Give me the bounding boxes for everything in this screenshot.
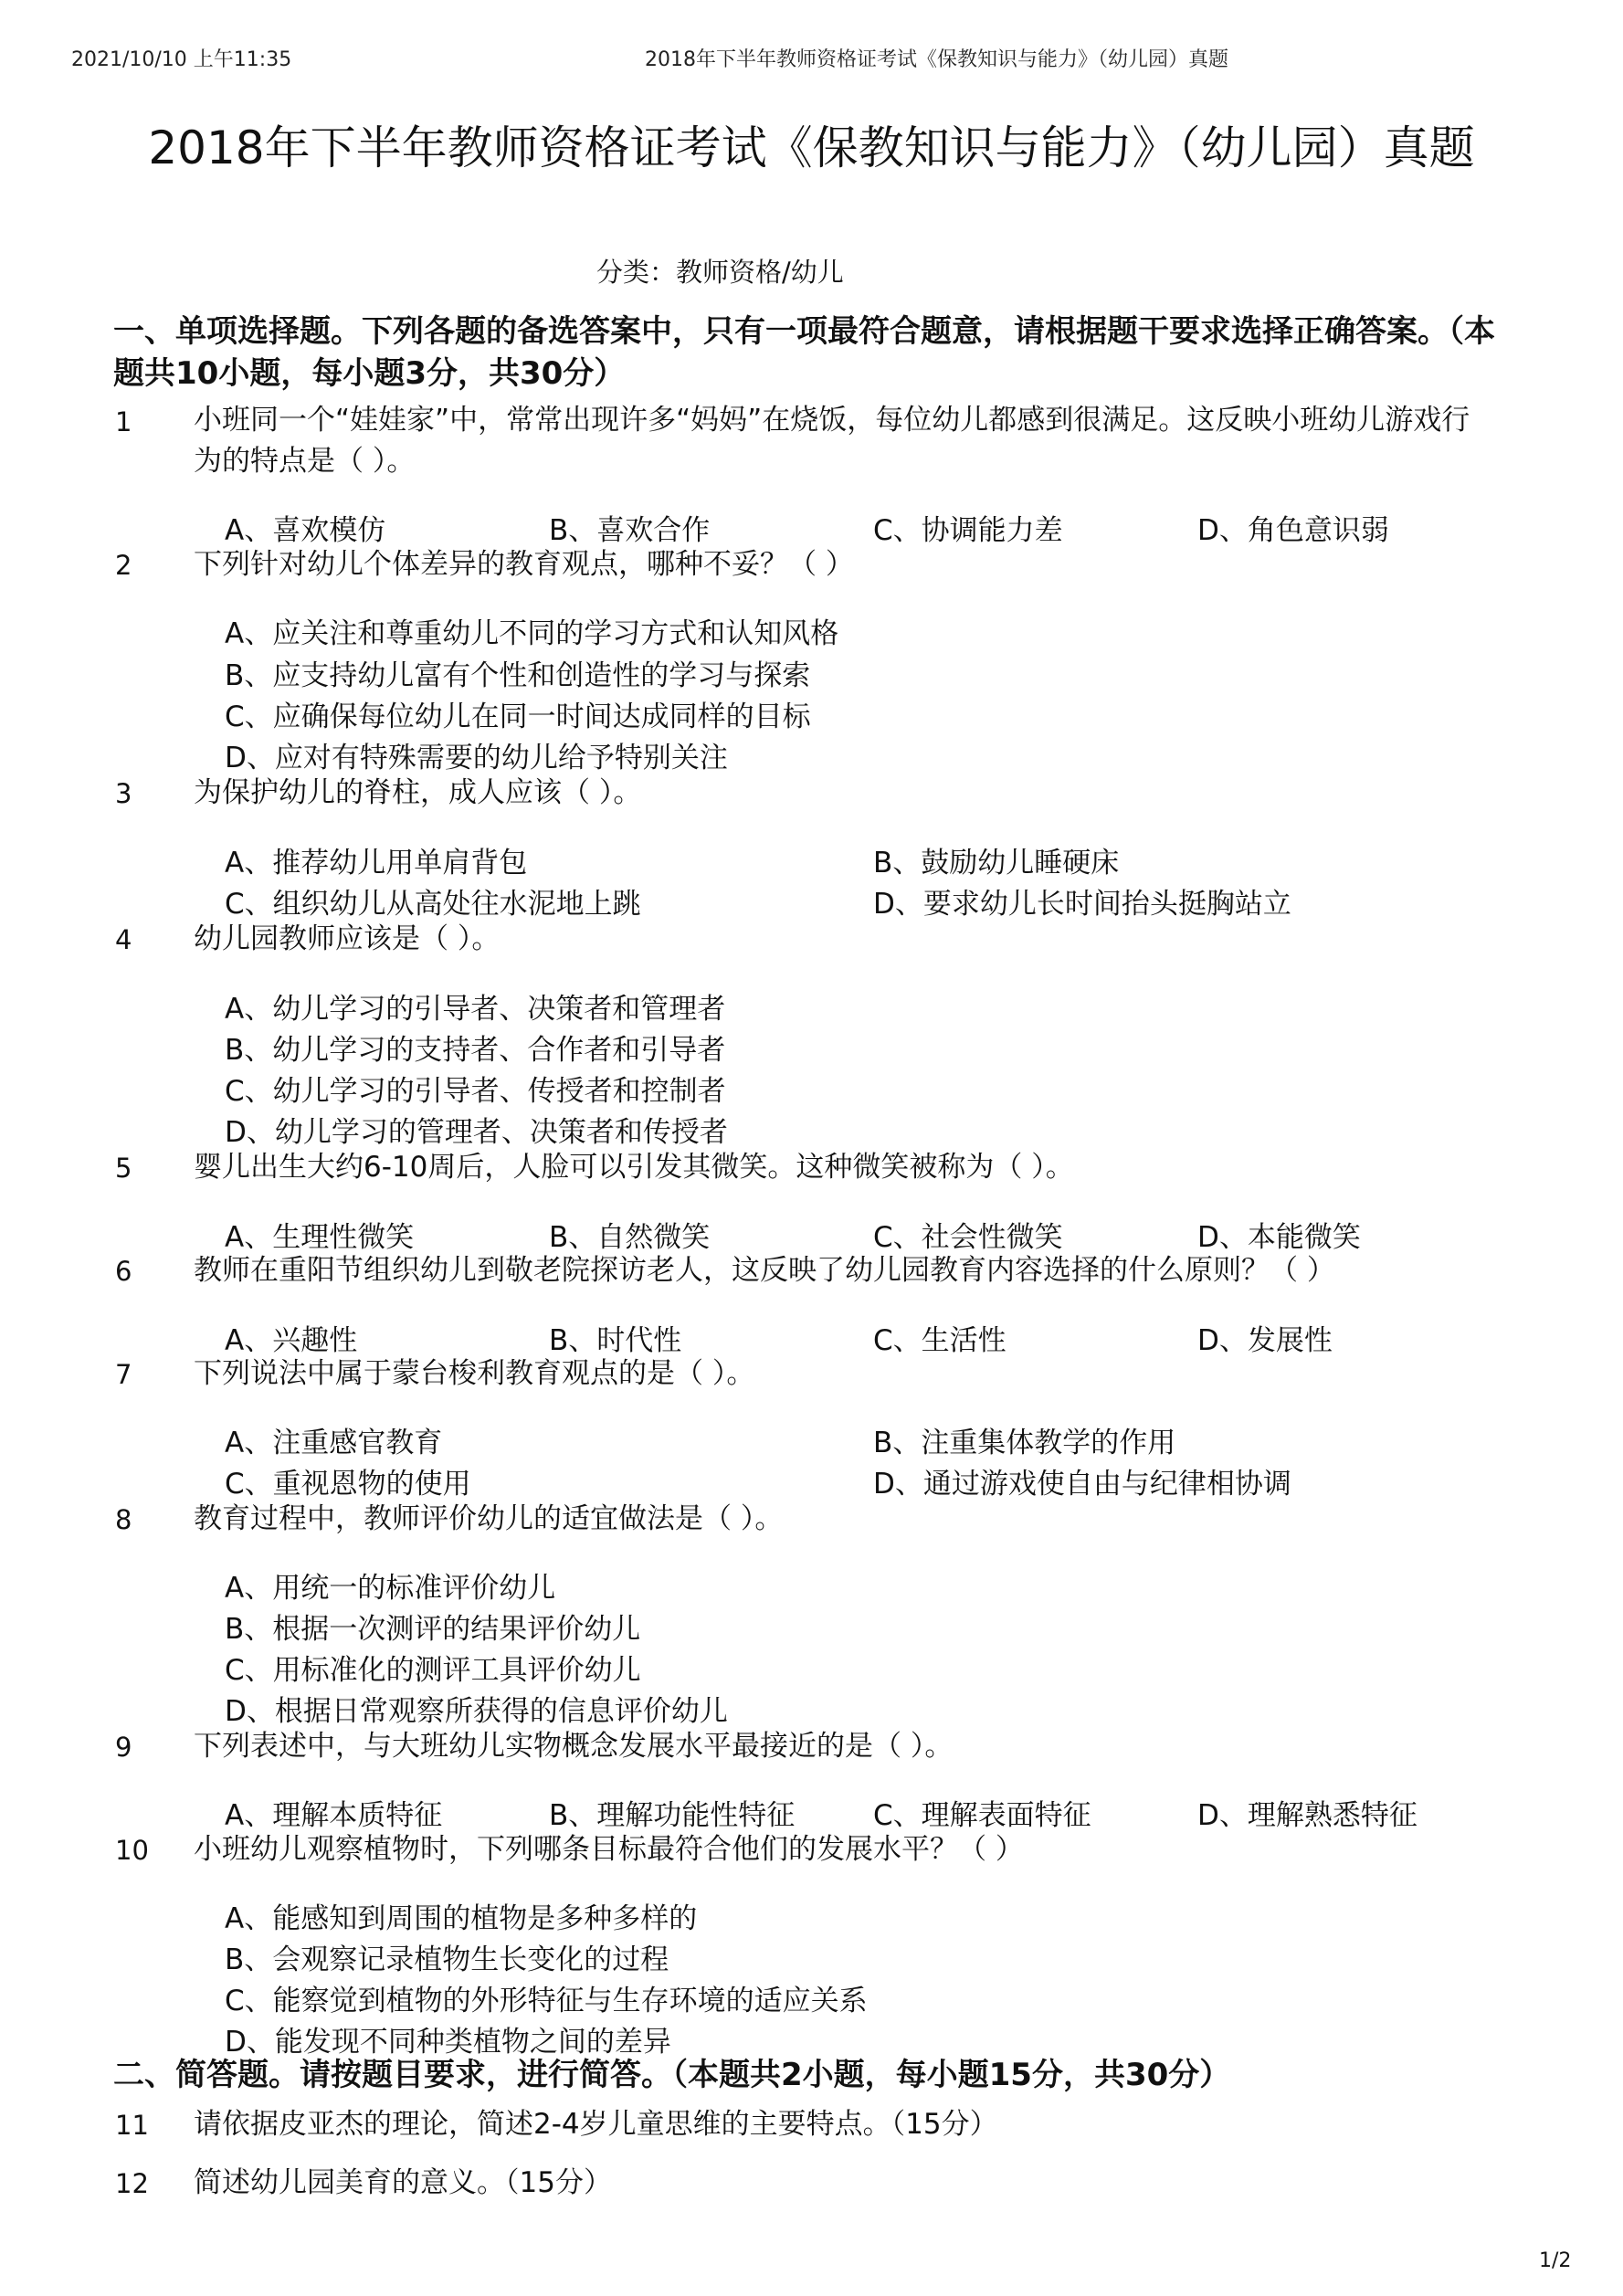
question-number: 3 — [115, 778, 132, 809]
question-option: A、用统一的标准评价幼儿 — [225, 1572, 556, 1605]
question-number: 5 — [115, 1153, 132, 1184]
question-text: 请依据皮亚杰的理论，简述2-4岁儿童思维的主要特点。（15分） — [194, 2108, 998, 2141]
page-title: 2018年下半年教师资格证考试《保教知识与能力》（幼儿园）真题 — [148, 121, 1475, 174]
question-text: 下列表述中，与大班幼儿实物概念发展水平最接近的是（ ）。 — [194, 1730, 954, 1763]
question-option: B、根据一次测评的结果评价幼儿 — [225, 1613, 641, 1646]
question-option: C、协调能力差 — [873, 514, 1063, 547]
question-text: 下列针对幼儿个体差异的教育观点，哪种不妥？（ ） — [194, 548, 854, 581]
question-option: C、重视恩物的使用 — [225, 1468, 471, 1501]
question-text: 为保护幼儿的脊柱，成人应该（ ）。 — [194, 776, 642, 809]
question-option: D、根据日常观察所获得的信息评价幼儿 — [225, 1695, 728, 1728]
question-number: 6 — [115, 1256, 132, 1287]
question-option: A、生理性微笑 — [225, 1221, 415, 1254]
question-option: B、幼儿学习的支持者、合作者和引导者 — [225, 1034, 726, 1067]
question-option: D、角色意识弱 — [1197, 514, 1389, 547]
question-option: B、自然微笑 — [549, 1221, 711, 1254]
question-option: C、幼儿学习的引导者、传授者和控制者 — [225, 1075, 726, 1108]
question-number: 10 — [115, 1835, 149, 1866]
question-number: 8 — [115, 1504, 132, 1535]
question-option: A、推荐幼儿用单肩背包 — [225, 847, 528, 879]
question-text: 教育过程中，教师评价幼儿的适宜做法是（ ）。 — [194, 1502, 784, 1535]
page-number: 1/2 — [1539, 2249, 1572, 2272]
question-option: C、应确保每位幼儿在同一时间达成同样的目标 — [225, 700, 811, 733]
question-option: D、发展性 — [1197, 1324, 1333, 1357]
question-option: C、理解表面特征 — [873, 1799, 1091, 1832]
question-text: 小班同一个“娃娃家”中，常常出现许多“妈妈”在烧饭，每位幼儿都感到很满足。这反映小班幼儿游戏行为的特点是（ ）。 — [194, 404, 1470, 478]
question-option: D、理解熟悉特征 — [1197, 1799, 1417, 1832]
question-option: C、组织幼儿从高处往水泥地上跳 — [225, 888, 641, 921]
question-option: D、能发现不同种类植物之间的差异 — [225, 2026, 671, 2059]
question-option: A、应关注和尊重幼儿不同的学习方式和认知风格 — [225, 617, 839, 650]
question-option: D、幼儿学习的管理者、决策者和传授者 — [225, 1116, 728, 1149]
question-option: A、能感知到周围的植物是多种多样的 — [225, 1902, 698, 1935]
question-text: 下列说法中属于蒙台梭利教育观点的是（ ）。 — [194, 1357, 755, 1390]
question-option: B、应支持幼儿富有个性和创造性的学习与探索 — [225, 659, 811, 692]
question-option: A、注重感官教育 — [225, 1427, 443, 1459]
question-option: B、鼓励幼儿睡硬床 — [873, 847, 1120, 879]
question-text: 简述幼儿园美育的意义。（15分） — [194, 2166, 612, 2199]
question-option: D、应对有特殊需要的幼儿给予特别关注 — [225, 742, 728, 774]
question-text: 小班幼儿观察植物时，下列哪条目标最符合他们的发展水平？（ ） — [194, 1833, 1024, 1866]
question-option: A、喜欢模仿 — [225, 514, 386, 547]
category-label: 分类：教师资格/幼儿 — [596, 257, 844, 288]
header-datetime: 2021/10/10 上午11:35 — [71, 48, 292, 71]
section-heading: 一、单项选择题。下列各题的备选答案中，只有一项最符合题意，请根据题干要求选择正确答案。（本题共10小题，每小题3分，共30分） — [113, 313, 1495, 392]
question-number: 12 — [115, 2168, 149, 2199]
question-option: B、时代性 — [549, 1324, 682, 1357]
question-option: D、本能微笑 — [1197, 1221, 1361, 1254]
question-number: 9 — [115, 1732, 132, 1763]
question-number: 4 — [115, 924, 132, 955]
question-text: 婴儿出生大约6-10周后，人脸可以引发其微笑。这种微笑被称为（ ）。 — [194, 1151, 1074, 1184]
question-option: A、理解本质特征 — [225, 1799, 443, 1832]
question-option: C、用标准化的测评工具评价幼儿 — [225, 1654, 641, 1687]
question-option: B、注重集体教学的作用 — [873, 1427, 1176, 1459]
section-heading: 二、简答题。请按题目要求，进行简答。（本题共2小题，每小题15分，共30分） — [113, 2057, 1231, 2093]
question-text: 幼儿园教师应该是（ ）。 — [194, 922, 501, 955]
question-option: A、兴趣性 — [225, 1324, 358, 1357]
question-option: D、通过游戏使自由与纪律相协调 — [873, 1468, 1291, 1501]
question-number: 11 — [115, 2110, 149, 2141]
question-option: B、喜欢合作 — [549, 514, 711, 547]
question-number: 2 — [115, 550, 132, 581]
question-option: C、能察觉到植物的外形特征与生存环境的适应关系 — [225, 1985, 868, 2017]
question-option: B、理解功能性特征 — [549, 1799, 796, 1832]
header-doc-title: 2018年下半年教师资格证考试《保教知识与能力》（幼儿园）真题 — [645, 48, 1228, 71]
question-text: 教师在重阳节组织幼儿到敬老院探访老人，这反映了幼儿园教育内容选择的什么原则？（ ） — [194, 1254, 1335, 1287]
question-number: 7 — [115, 1359, 132, 1390]
question-option: C、生活性 — [873, 1324, 1006, 1357]
question-number: 1 — [115, 406, 132, 437]
question-option: C、社会性微笑 — [873, 1221, 1063, 1254]
question-option: A、幼儿学习的引导者、决策者和管理者 — [225, 993, 726, 1026]
question-option: D、要求幼儿长时间抬头挺胸站立 — [873, 888, 1291, 921]
question-option: B、会观察记录植物生长变化的过程 — [225, 1943, 669, 1976]
